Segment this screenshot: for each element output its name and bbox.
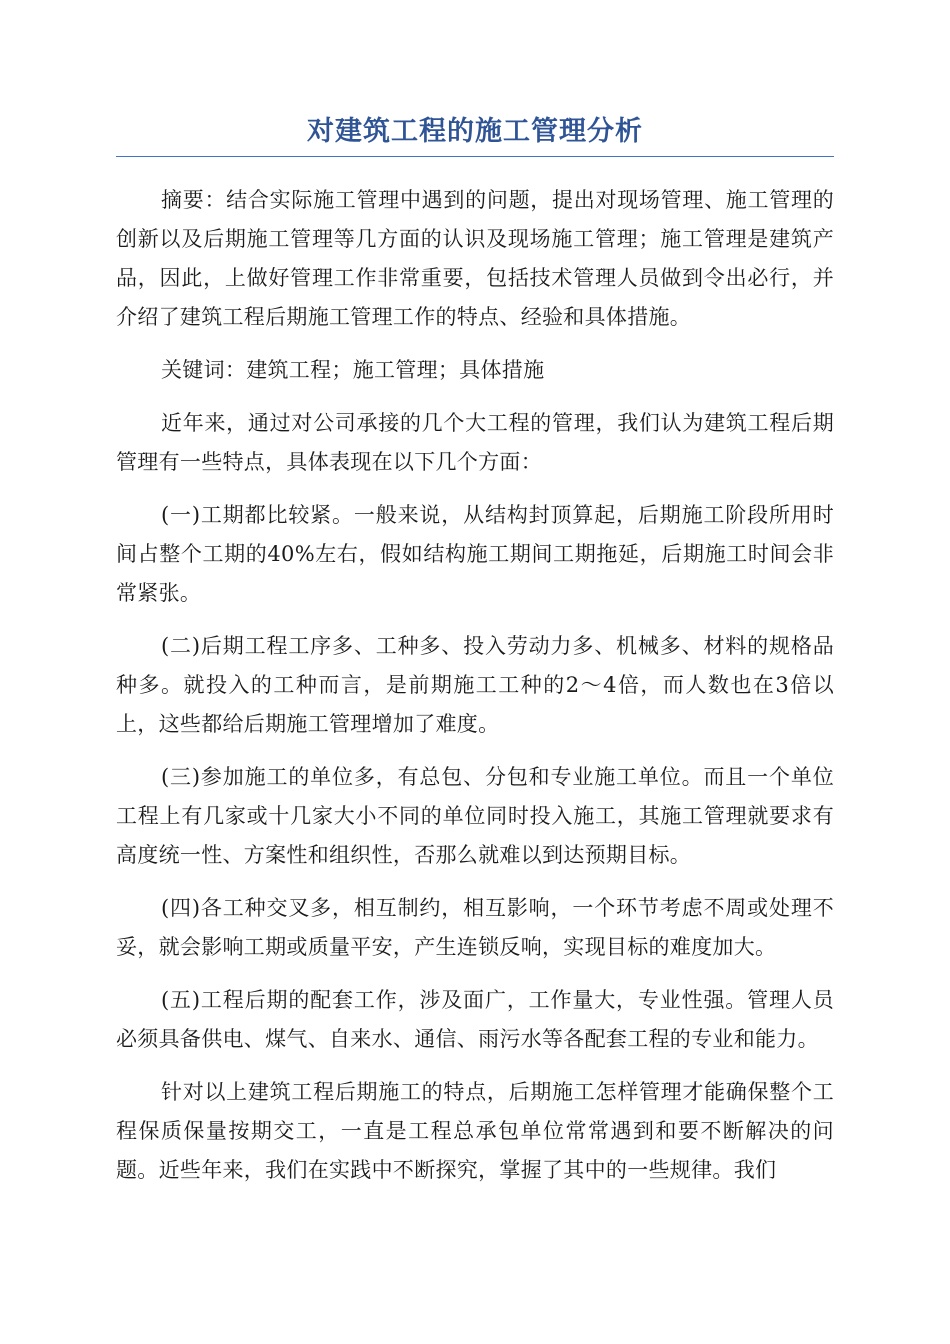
point-4-paragraph: (四)各工种交叉多，相互制约，相互影响，一个环节考虑不周或处理不妥，就会影响工期或质量平安，产生连锁反响，实现目标的难度加大。	[116, 896, 834, 959]
abstract-paragraph: 摘要：结合实际施工管理中遇到的问题，提出对现场管理、施工管理的创新以及后期施工管理等几方面的认识及现场施工管理；施工管理是建筑产品，因此，上做好管理工作非常重要，包括技术管理人员做到令出必行，并介绍了建筑工程后期施工管理工作的特点、经验和具体措施。	[116, 188, 834, 329]
conclusion-paragraph: 针对以上建筑工程后期施工的特点，后期施工怎样管理才能确保整个工程保质保量按期交工，一直是工程总承包单位常常遇到和要不断解决的问题。近些年来，我们在实践中不断探究，掌握了其中的一些规律。我们	[116, 1080, 834, 1182]
point-3-paragraph: (三)参加施工的单位多，有总包、分包和专业施工单位。而且一个单位工程上有几家或十几家大小不同的单位同时投入施工，其施工管理就要求有高度统一性、方案性和组织性，否那么就难以到达预期目标。	[116, 765, 834, 867]
intro-paragraph: 近年来，通过对公司承接的几个大工程的管理，我们认为建筑工程后期管理有一些特点，具体表现在以下几个方面：	[116, 411, 834, 474]
point-1-paragraph: (一)工期都比较紧。一般来说，从结构封顶算起，后期施工阶段所用时间占整个工期的40%左右，假如结构施工期间工期拖延，后期施工时间会非常紧张。	[116, 503, 834, 605]
title-underline	[116, 156, 834, 157]
point-2-paragraph: (二)后期工程工序多、工种多、投入劳动力多、机械多、材料的规格品种多。就投入的工种而言，是前期施工工种的2～4倍，而人数也在3倍以上，这些都给后期施工管理增加了难度。	[116, 634, 834, 736]
document-page	[116, 110, 834, 1204]
keywords-paragraph: 关键词：建筑工程；施工管理；具体措施	[161, 358, 545, 382]
document-title: 对建筑工程的施工管理分析	[307, 116, 643, 147]
point-5-paragraph: (五)工程后期的配套工作，涉及面广，工作量大，专业性强。管理人员必须具备供电、煤气、自来水、通信、雨污水等各配套工程的专业和能力。	[116, 988, 834, 1051]
